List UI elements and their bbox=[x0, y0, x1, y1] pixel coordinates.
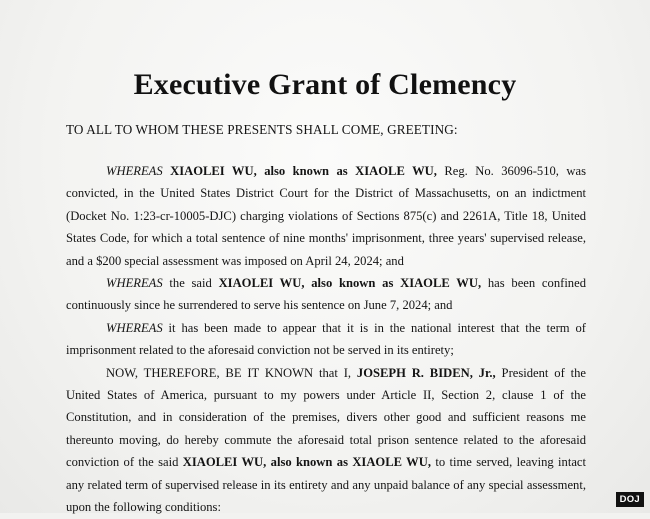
whereas-word: WHEREAS bbox=[106, 164, 163, 178]
paragraph-text: Reg. No. 36096-510, was convicted, in the United States District Court for the District of Massachusetts, on an indictment (Docket No. 1:23-cr-10005-DJC) charging violations of Sections 875(c) and 2261A, Title 18, United States Code, for which a total sentence of nine months' imprisonment, three years' supervised release, and a $200 special assessment was imposed on April 24, 2024; and bbox=[66, 164, 586, 268]
document-body bbox=[66, 160, 586, 519]
paragraph-2 bbox=[66, 272, 586, 317]
paragraph-4 bbox=[66, 362, 586, 519]
president-name: JOSEPH R. BIDEN, Jr., bbox=[356, 365, 496, 380]
document-title: Executive Grant of Clemency bbox=[133, 68, 517, 101]
whereas-word: WHEREAS bbox=[106, 320, 163, 335]
paragraph-text: the said bbox=[162, 276, 219, 291]
defendant-name: XIAOLEI WU, also known as XIAOLE WU, bbox=[182, 455, 431, 470]
whereas-word: WHEREAS bbox=[106, 276, 163, 291]
greeting-line: TO ALL TO WHOM THESE PRESENTS SHALL COME, GREETING: bbox=[66, 122, 458, 137]
source-watermark-badge: DOJ bbox=[616, 492, 644, 507]
paragraph-text: it has been made to appear that it is in the national interest that the term of imprisonment related to the aforesaid conviction not be served in its entirety; bbox=[66, 320, 586, 358]
paragraph-3 bbox=[66, 317, 586, 362]
defendant-name: XIAOLEI WU, also known as XIAOLE WU, bbox=[218, 276, 482, 291]
paragraph-text: to time served, leaving intact any related term of supervised release in its entirety and any unpaid balance of any special assessment, upon the following conditions: bbox=[66, 455, 586, 515]
paragraph-text: NOW, THEREFORE, BE IT KNOWN that I, bbox=[106, 365, 357, 380]
defendant-name: XIAOLEI WU, also known as XIAOLE WU, bbox=[170, 164, 437, 178]
paragraph-text: has been confined continuously since he surrendered to serve his sentence on June 7, 2024; and bbox=[66, 276, 586, 313]
paragraph-1 bbox=[66, 160, 586, 272]
paragraph-text: President of the United States of America, pursuant to my powers under Article II, Section 2, clause 1 of the Constitution, and in consideration of the premises, divers other good and sufficient reasons me thereunto moving, do hereby commute the aforesaid total prison sentence related to the aforesaid conviction of the said bbox=[66, 365, 586, 470]
